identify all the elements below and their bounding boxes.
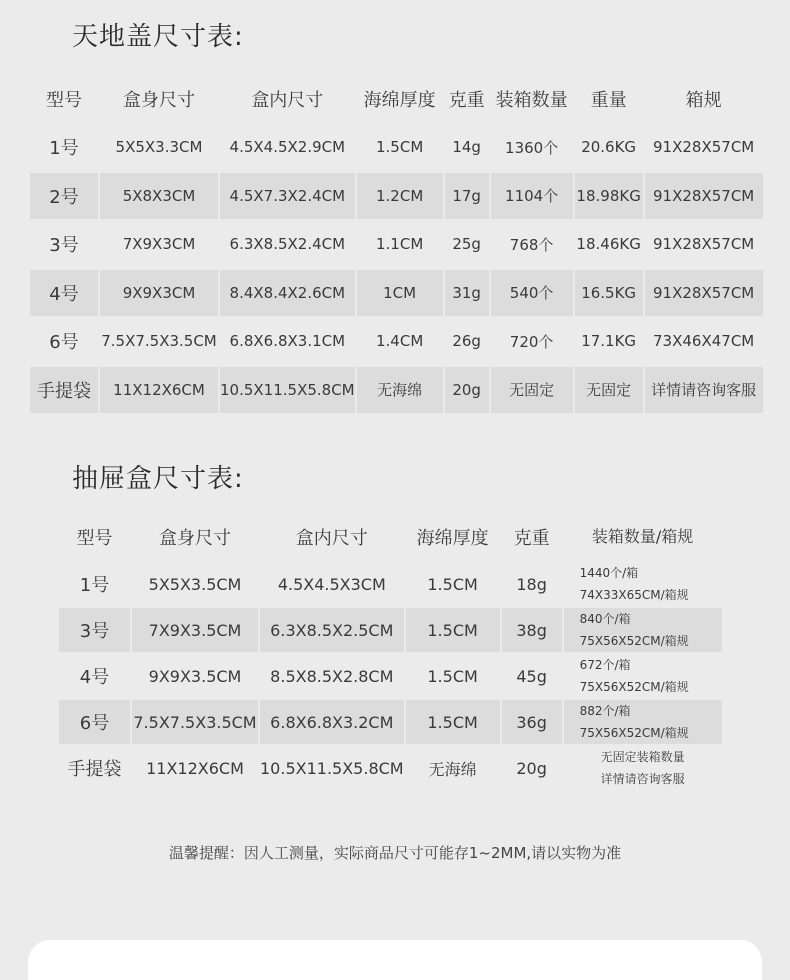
table-cell: 6.8X6.8X3.1CM [220, 318, 355, 365]
column-header: 克重 [502, 514, 562, 560]
packing-qty: 672个/箱 [579, 658, 631, 672]
table-cell: 38g [502, 608, 562, 652]
table-cell: 26g [445, 318, 489, 365]
column-header: 重量 [575, 75, 643, 122]
packing-cell [564, 700, 722, 744]
packing-qty: 840个/箱 [579, 612, 631, 626]
table-cell: 73X46X47CM [645, 318, 763, 365]
packing-qty: 1440个/箱 [579, 566, 639, 580]
model-cell: 1号 [30, 124, 98, 171]
table-row [59, 746, 722, 790]
table-cell: 16.5KG [575, 270, 643, 317]
packing-cell [564, 746, 722, 790]
table-cell: 4.5X4.5X3CM [260, 562, 404, 606]
table-cell: 20g [445, 367, 489, 414]
table-cell: 7X9X3.5CM [132, 608, 258, 652]
table-cell: 无海绵 [357, 367, 443, 414]
table-cell: 详情请咨询客服 [645, 367, 763, 414]
table-row [30, 367, 763, 414]
column-header: 盒身尺寸 [100, 75, 218, 122]
table-row [30, 173, 763, 220]
table-cell: 20.6KG [575, 124, 643, 171]
table-row [30, 318, 763, 365]
column-header: 海绵厚度 [357, 75, 443, 122]
table-cell: 1.5CM [406, 608, 500, 652]
table-cell: 7.5X7.5X3.5CM [132, 700, 258, 744]
drawer-box-size-table [57, 512, 724, 792]
table-cell: 25g [445, 221, 489, 268]
model-cell: 3号 [59, 608, 130, 652]
table-cell: 1.5CM [357, 124, 443, 171]
table-header-row [30, 75, 763, 122]
table-cell: 91X28X57CM [645, 270, 763, 317]
model-cell: 6号 [30, 318, 98, 365]
table-cell: 17.1KG [575, 318, 643, 365]
table-cell: 20g [502, 746, 562, 790]
table-header-row [59, 514, 722, 560]
table-cell: 无固定 [575, 367, 643, 414]
table-row [59, 654, 722, 698]
table-cell: 6.3X8.5X2.5CM [260, 608, 404, 652]
carton-spec: 75X56X52CM/箱规 [579, 680, 689, 694]
column-header: 克重 [445, 75, 489, 122]
table-cell: 无海绵 [406, 746, 500, 790]
column-header: 型号 [30, 75, 98, 122]
table-cell: 14g [445, 124, 489, 171]
table-cell: 11X12X6CM [100, 367, 218, 414]
lid-box-size-table [28, 73, 765, 415]
table-cell: 5X5X3.3CM [100, 124, 218, 171]
table-cell: 91X28X57CM [645, 173, 763, 220]
table-cell: 11X12X6CM [132, 746, 258, 790]
table-cell: 1.4CM [357, 318, 443, 365]
column-header: 装箱数量 [491, 75, 573, 122]
table-cell: 45g [502, 654, 562, 698]
table-cell: 无固定 [491, 367, 573, 414]
table-cell: 10.5X11.5X5.8CM [220, 367, 355, 414]
table-cell: 1104个 [491, 173, 573, 220]
table-cell: 18g [502, 562, 562, 606]
table-cell: 1.5CM [406, 700, 500, 744]
table-cell: 7X9X3CM [100, 221, 218, 268]
packing-qty: 882个/箱 [579, 704, 631, 718]
model-cell: 手提袋 [59, 746, 130, 790]
column-header: 海绵厚度 [406, 514, 500, 560]
table-row [59, 700, 722, 744]
model-cell: 4号 [30, 270, 98, 317]
packing-cell [564, 562, 722, 606]
table-cell: 1360个 [491, 124, 573, 171]
table-cell: 10.5X11.5X5.8CM [260, 746, 404, 790]
model-cell: 1号 [59, 562, 130, 606]
table-cell: 1.1CM [357, 221, 443, 268]
column-header: 盒内尺寸 [260, 514, 404, 560]
table-row [30, 221, 763, 268]
table-cell: 18.46KG [575, 221, 643, 268]
table-row [30, 124, 763, 171]
table-cell: 1.5CM [406, 562, 500, 606]
column-header: 型号 [59, 514, 130, 560]
section2-title: 抽屉盒尺寸表: [72, 464, 244, 494]
model-cell: 手提袋 [30, 367, 98, 414]
table-row [59, 608, 722, 652]
model-cell: 4号 [59, 654, 130, 698]
table-cell: 17g [445, 173, 489, 220]
table-cell: 6.3X8.5X2.4CM [220, 221, 355, 268]
table-cell: 31g [445, 270, 489, 317]
table-cell: 8.4X8.4X2.6CM [220, 270, 355, 317]
table-cell: 540个 [491, 270, 573, 317]
column-header: 箱规 [645, 75, 763, 122]
carton-spec: 75X56X52CM/箱规 [579, 634, 689, 648]
table-cell: 5X8X3CM [100, 173, 218, 220]
table-cell: 36g [502, 700, 562, 744]
section1-title: 天地盖尺寸表: [72, 22, 244, 52]
bottom-card [28, 940, 762, 980]
table-cell: 18.98KG [575, 173, 643, 220]
packing-cell [564, 608, 722, 652]
table-cell: 4.5X4.5X2.9CM [220, 124, 355, 171]
table-cell: 91X28X57CM [645, 124, 763, 171]
table-cell: 9X9X3.5CM [132, 654, 258, 698]
table-cell: 9X9X3CM [100, 270, 218, 317]
table-cell: 6.8X6.8X3.2CM [260, 700, 404, 744]
table-cell: 1.2CM [357, 173, 443, 220]
model-cell: 2号 [30, 173, 98, 220]
table-cell: 5X5X3.5CM [132, 562, 258, 606]
table-cell: 1.5CM [406, 654, 500, 698]
table-cell: 768个 [491, 221, 573, 268]
carton-spec: 详情请咨询客服 [600, 772, 685, 786]
carton-spec: 74X33X65CM/箱规 [579, 588, 689, 602]
table-cell: 1CM [357, 270, 443, 317]
column-header: 盒内尺寸 [220, 75, 355, 122]
column-header: 装箱数量/箱规 [564, 514, 722, 560]
table-cell: 4.5X7.3X2.4CM [220, 173, 355, 220]
packing-qty: 无固定装箱数量 [600, 750, 685, 764]
column-header: 盒身尺寸 [132, 514, 258, 560]
packing-cell [564, 654, 722, 698]
table-cell: 91X28X57CM [645, 221, 763, 268]
model-cell: 6号 [59, 700, 130, 744]
table-cell: 7.5X7.5X3.5CM [100, 318, 218, 365]
table-cell: 8.5X8.5X2.8CM [260, 654, 404, 698]
table-row [59, 562, 722, 606]
table-row [30, 270, 763, 317]
model-cell: 3号 [30, 221, 98, 268]
table-cell: 720个 [491, 318, 573, 365]
carton-spec: 75X56X52CM/箱规 [579, 726, 689, 740]
measurement-note: 温馨提醒：因人工测量，实际商品尺寸可能存1~2MM,请以实物为准 [168, 844, 622, 862]
